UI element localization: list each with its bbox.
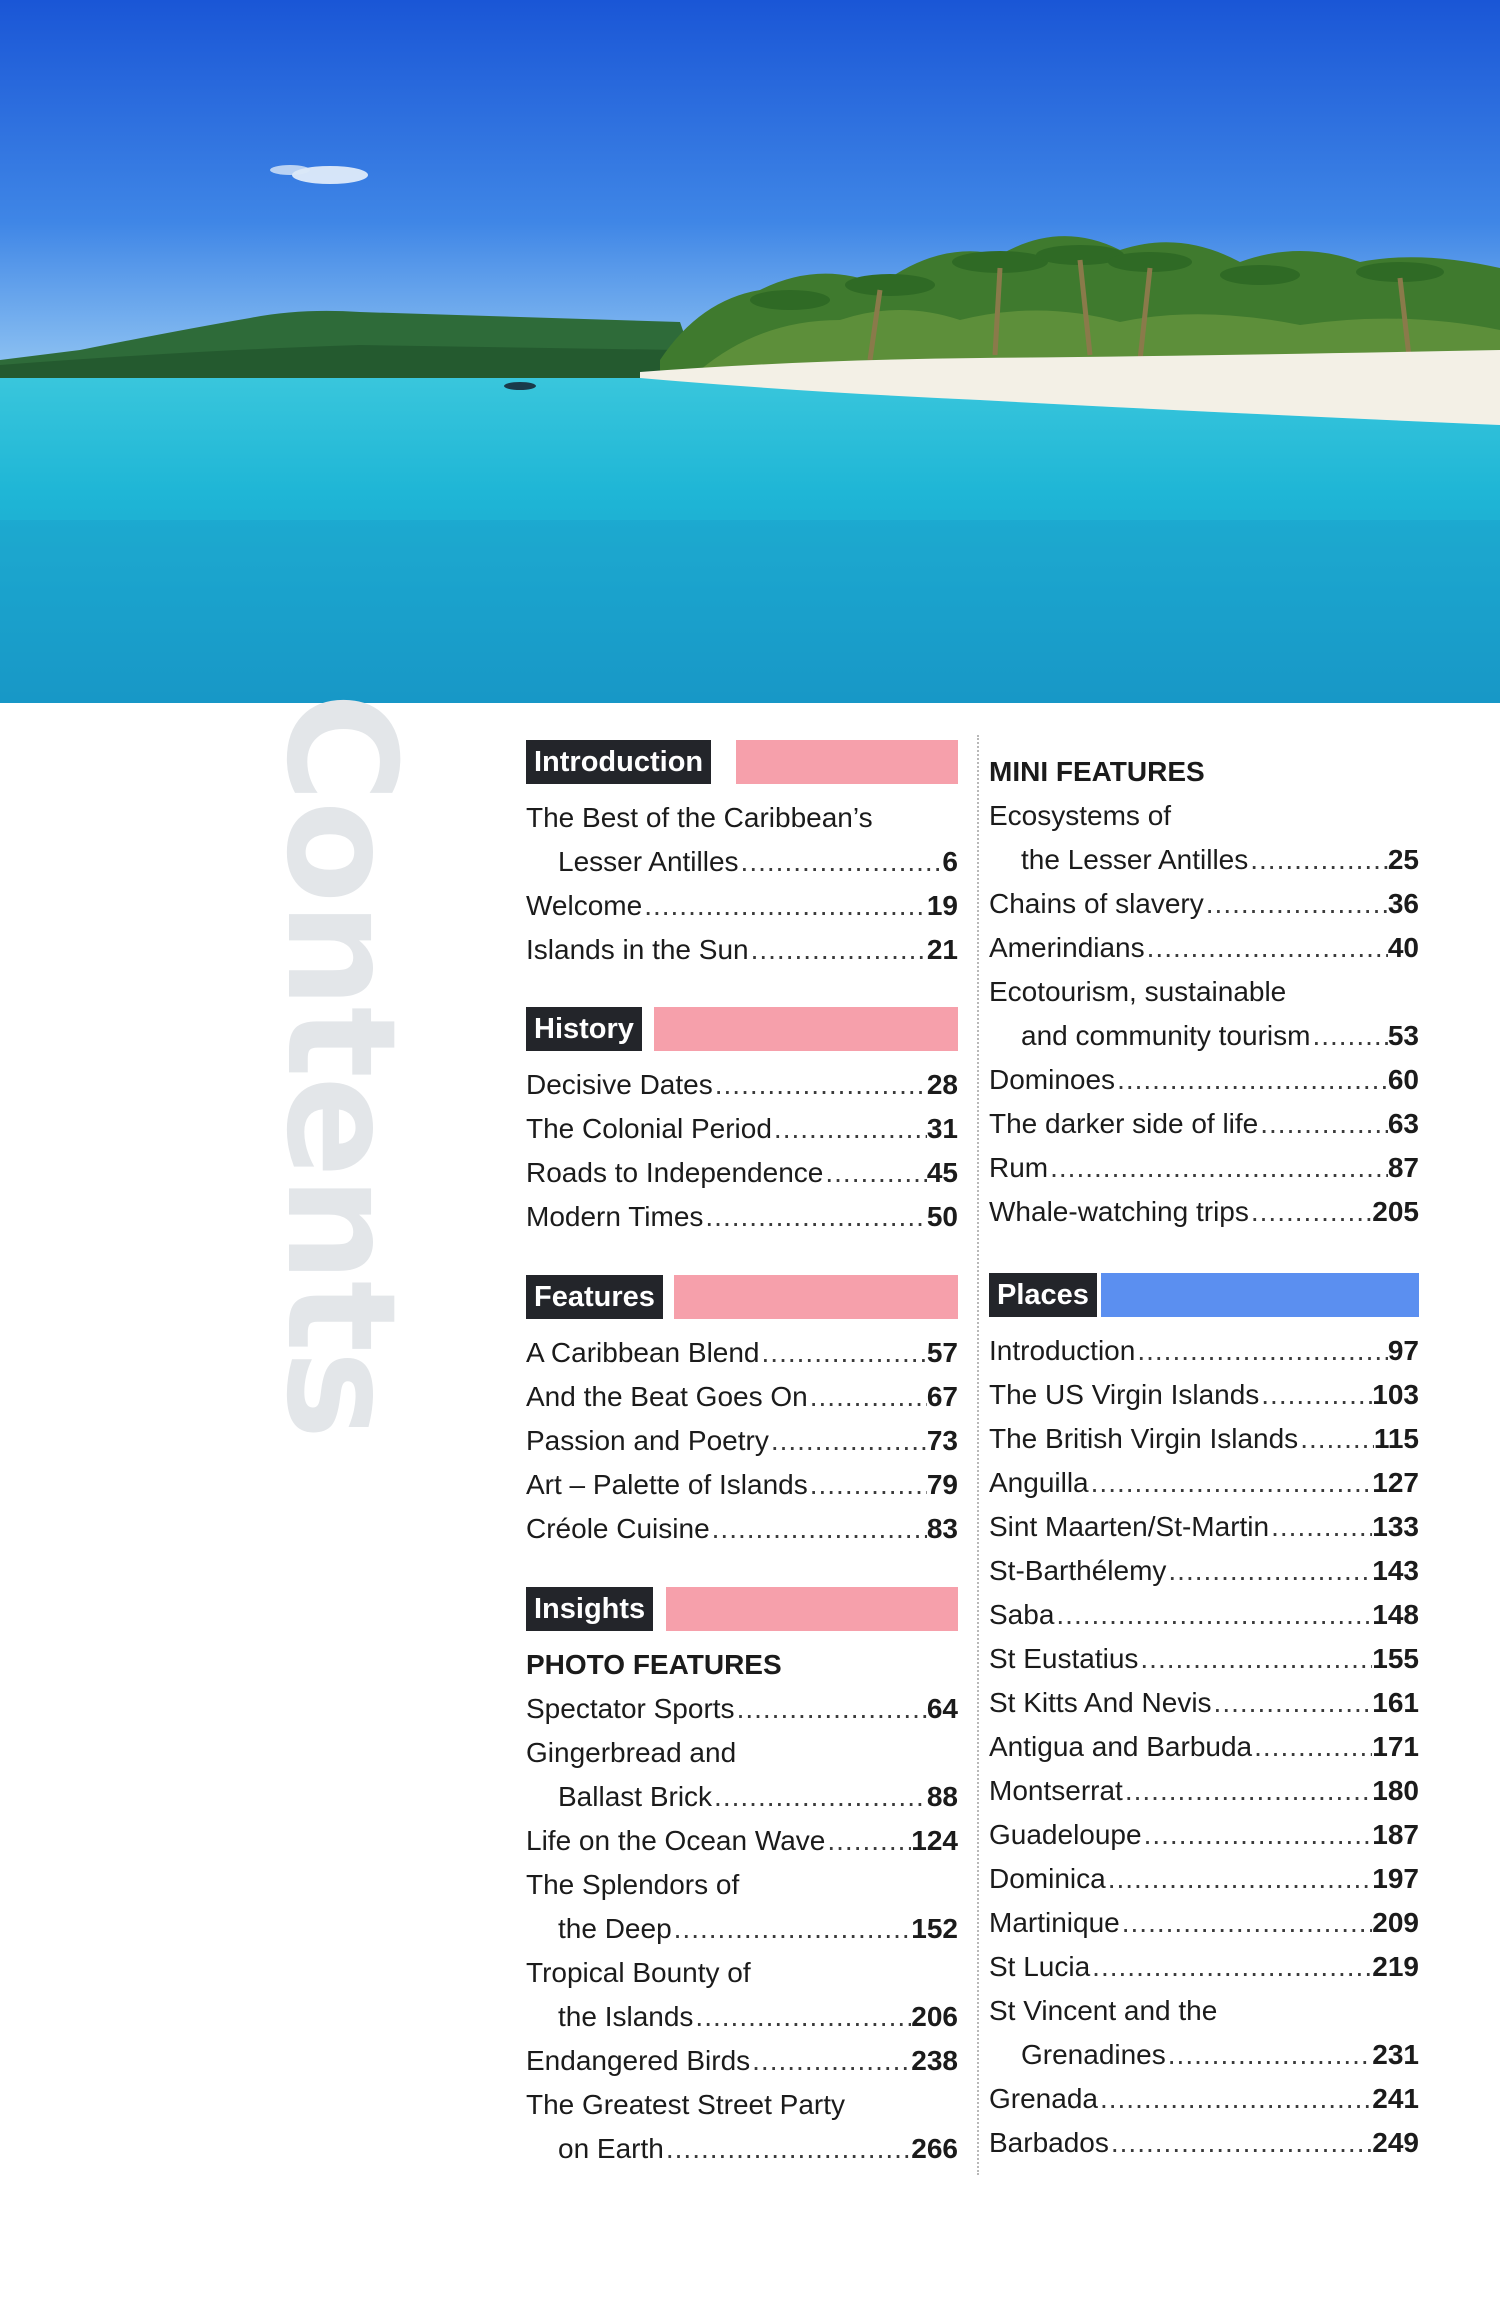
page-number: 73 xyxy=(926,1425,958,1456)
toc-entry[interactable]: The US Virgin Islands ..... 103 xyxy=(989,1373,1419,1417)
page-number: 50 xyxy=(926,1201,958,1232)
toc-entry[interactable]: Antigua and Barbuda ..... 171 xyxy=(989,1725,1419,1769)
page-number: 97 xyxy=(1387,1335,1419,1366)
page-number: 79 xyxy=(926,1469,958,1500)
toc-line: Ecosystems of xyxy=(989,800,1172,831)
page-number: 127 xyxy=(1372,1467,1419,1498)
page-number: 103 xyxy=(1372,1379,1419,1410)
page-number: 155 xyxy=(1372,1643,1419,1674)
section-heading-insights xyxy=(526,1587,958,1631)
page-number: 19 xyxy=(926,890,958,921)
page-number: 219 xyxy=(1372,1951,1419,1982)
toc-entry[interactable]: the Lesser Antilles ..... 25 xyxy=(989,838,1419,882)
toc-line: St Vincent and the xyxy=(989,1995,1218,2026)
page-number: 171 xyxy=(1372,1731,1419,1762)
page-number: 31 xyxy=(926,1113,958,1144)
toc-entry[interactable]: Art – Palette of Islands ..... 79 xyxy=(526,1463,958,1507)
toc-line: The Best of the Caribbean’s xyxy=(526,802,873,833)
section-label-insights: Insights xyxy=(526,1587,653,1631)
page-number: 266 xyxy=(911,2133,958,2164)
toc-entry[interactable]: Rum ..... 87 xyxy=(989,1146,1419,1190)
page-number: 249 xyxy=(1372,2127,1419,2158)
section-label-places: Places xyxy=(989,1273,1097,1317)
toc-entry[interactable]: Dominica ..... 197 xyxy=(989,1857,1419,1901)
page-number: 180 xyxy=(1372,1775,1419,1806)
page-number: 133 xyxy=(1372,1511,1419,1542)
page-title: Contents xyxy=(253,692,427,1438)
page-number: 6 xyxy=(942,846,958,877)
page-number: 209 xyxy=(1372,1907,1419,1938)
toc-entry[interactable]: St-Barthélemy ..... 143 xyxy=(989,1549,1419,1593)
subheading-photo-features: PHOTO FEATURES xyxy=(526,1649,782,1680)
page-number: 53 xyxy=(1387,1020,1419,1051)
page-number: 187 xyxy=(1372,1819,1419,1850)
toc-entry[interactable]: A Caribbean Blend ..... 57 xyxy=(526,1331,958,1375)
toc-entry[interactable]: Martinique ..... 209 xyxy=(989,1901,1419,1945)
section-bar-pink xyxy=(654,1007,958,1051)
toc-entry[interactable]: Welcome ..... 19 xyxy=(526,884,958,928)
page-number: 206 xyxy=(911,2001,958,2032)
toc-line: Tropical Bounty of xyxy=(526,1957,751,1988)
hero-beach-photo xyxy=(0,0,1500,703)
section-bar-pink xyxy=(666,1587,958,1631)
page-number: 28 xyxy=(926,1069,958,1100)
section-heading-places xyxy=(989,1273,1419,1317)
toc-entry[interactable]: St Lucia ..... 219 xyxy=(989,1945,1419,1989)
page-number: 60 xyxy=(1387,1064,1419,1095)
toc-entry[interactable]: Whale-watching trips ..... 205 xyxy=(989,1190,1419,1234)
page-number: 124 xyxy=(911,1825,958,1856)
toc-line: The Greatest Street Party xyxy=(526,2089,846,2120)
toc-entry[interactable]: the Islands ..... 206 xyxy=(526,1995,958,2039)
toc-entry[interactable]: Créole Cuisine ..... 83 xyxy=(526,1507,958,1551)
toc-entry[interactable]: Montserrat ..... 180 xyxy=(989,1769,1419,1813)
section-label-features: Features xyxy=(526,1275,663,1319)
page-number: 87 xyxy=(1387,1152,1419,1183)
toc-entry[interactable]: Amerindians ..... 40 xyxy=(989,926,1419,970)
beach-illustration xyxy=(0,0,1500,703)
toc-entry[interactable]: And the Beat Goes On ..... 67 xyxy=(526,1375,958,1419)
toc-entry[interactable]: The Colonial Period ..... 31 xyxy=(526,1107,958,1151)
page-number: 205 xyxy=(1372,1196,1419,1227)
page-number: 57 xyxy=(926,1337,958,1368)
toc-entry[interactable]: Dominoes ..... 60 xyxy=(989,1058,1419,1102)
page-number: 67 xyxy=(926,1381,958,1412)
page-number: 21 xyxy=(926,934,958,965)
toc-entry[interactable]: Grenada ..... 241 xyxy=(989,2077,1419,2121)
toc-entry[interactable]: Spectator Sports ..... 64 xyxy=(526,1687,958,1731)
toc-line: The Splendors of xyxy=(526,1869,740,1900)
page-number: 238 xyxy=(911,2045,958,2076)
toc-entry[interactable]: Chains of slavery ..... 36 xyxy=(989,882,1419,926)
page-number: 25 xyxy=(1387,844,1419,875)
page-number: 63 xyxy=(1387,1108,1419,1139)
page-number: 152 xyxy=(911,1913,958,1944)
toc-line: Ecotourism, sustainable xyxy=(989,976,1287,1007)
section-bar-pink xyxy=(674,1275,958,1319)
toc-entry[interactable]: Lesser Antilles ..... 6 xyxy=(526,840,958,884)
column-divider xyxy=(977,735,979,2175)
page-number: 161 xyxy=(1372,1687,1419,1718)
page-number: 64 xyxy=(926,1693,958,1724)
toc-entry[interactable]: Life on the Ocean Wave ..... 124 xyxy=(526,1819,958,1863)
toc-entry[interactable]: The darker side of life ..... 63 xyxy=(989,1102,1419,1146)
toc-entry[interactable]: Islands in the Sun ..... 21 xyxy=(526,928,958,972)
toc-entry[interactable]: Modern Times ..... 50 xyxy=(526,1195,958,1239)
subheading-mini-features: MINI FEATURES xyxy=(989,756,1205,787)
toc-entry[interactable]: Anguilla ..... 127 xyxy=(989,1461,1419,1505)
page-number: 143 xyxy=(1372,1555,1419,1586)
section-label-introduction: Introduction xyxy=(526,740,711,784)
toc-entry[interactable]: St Eustatius ..... 155 xyxy=(989,1637,1419,1681)
toc-entry[interactable]: Passion and Poetry ..... 73 xyxy=(526,1419,958,1463)
toc-entry[interactable]: on Earth ..... 266 xyxy=(526,2127,958,2171)
toc-entry[interactable]: St Kitts And Nevis ..... 161 xyxy=(989,1681,1419,1725)
toc-entry[interactable]: Barbados ..... 249 xyxy=(989,2121,1419,2165)
section-heading-introduction xyxy=(526,740,958,784)
toc-entry[interactable]: Grenadines ..... 231 xyxy=(989,2033,1419,2077)
section-label-history: History xyxy=(526,1007,642,1051)
toc-entry[interactable]: The British Virgin Islands ..... 115 xyxy=(989,1417,1419,1461)
page-number: 88 xyxy=(926,1781,958,1812)
page-number: 45 xyxy=(926,1157,958,1188)
toc-entry[interactable]: Saba ..... 148 xyxy=(989,1593,1419,1637)
toc-entry[interactable]: Guadeloupe ..... 187 xyxy=(989,1813,1419,1857)
toc-entry[interactable]: the Deep ..... 152 xyxy=(526,1907,958,1951)
section-heading-history xyxy=(526,1007,958,1051)
toc-entry[interactable]: Introduction ..... 97 xyxy=(989,1329,1419,1373)
toc-entry[interactable]: and community tourism ..... 53 xyxy=(989,1014,1419,1058)
section-bar-pink xyxy=(736,740,958,784)
section-heading-features xyxy=(526,1275,958,1319)
toc-entry[interactable]: Decisive Dates ..... 28 xyxy=(526,1063,958,1107)
contents-vertical-title xyxy=(250,692,430,1438)
page-number: 231 xyxy=(1372,2039,1419,2070)
toc-entry[interactable]: Sint Maarten/St-Martin ..... 133 xyxy=(989,1505,1419,1549)
toc-entry[interactable]: Endangered Birds ..... 238 xyxy=(526,2039,958,2083)
toc-line: Gingerbread and xyxy=(526,1737,737,1768)
page-number: 197 xyxy=(1372,1863,1419,1894)
page-number: 115 xyxy=(1373,1423,1419,1454)
page-number: 148 xyxy=(1372,1599,1419,1630)
toc-entry[interactable]: Ballast Brick ..... 88 xyxy=(526,1775,958,1819)
page-number: 241 xyxy=(1372,2083,1419,2114)
toc-entry[interactable]: Roads to Independence ..... 45 xyxy=(526,1151,958,1195)
page-number: 40 xyxy=(1387,932,1419,963)
section-bar-blue xyxy=(1101,1273,1419,1317)
page-number: 36 xyxy=(1387,888,1419,919)
page-number: 83 xyxy=(926,1513,958,1544)
